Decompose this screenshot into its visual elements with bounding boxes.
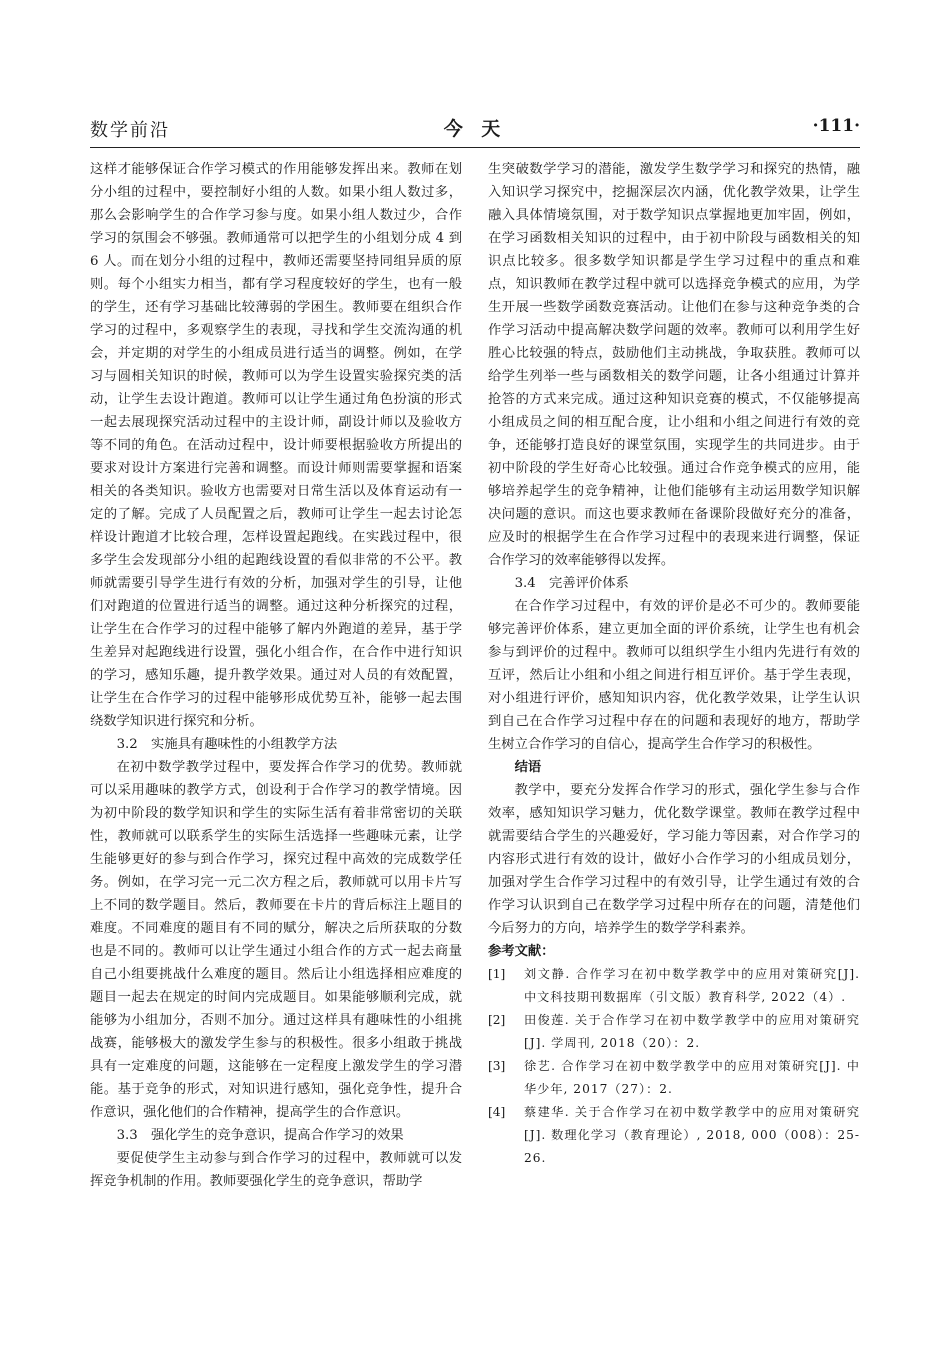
reference-text: 刘文静. 合作学习在初中数学教学中的应用对策研究[J]. 中文科技期刊数据库（引文版）教育科学, 2022（4）.: [524, 967, 860, 1004]
reference-item: [488, 1055, 860, 1101]
reference-number: [3]: [488, 1059, 506, 1073]
page-header: [90, 116, 860, 144]
reference-text: 田俊莲. 关于合作学习在初中数学教学中的应用对策研究[J]. 学周刊, 2018（20）：2.: [524, 1013, 860, 1050]
header-rule: [90, 147, 860, 148]
references-heading: 参考文献：: [488, 944, 555, 959]
reference-number: [1]: [488, 967, 506, 981]
reference-number: [2]: [488, 1013, 506, 1027]
section-title: 今 天: [443, 118, 507, 140]
reference-item: [488, 963, 860, 1009]
reference-item: [488, 1101, 860, 1170]
page-number: ·111·: [812, 116, 860, 136]
reference-number: [4]: [488, 1105, 506, 1119]
section-heading-3-3: 3.3 强化学生的竞争意识，提高合作学习的效果: [116, 1128, 404, 1143]
right-column: [488, 158, 860, 1170]
reference-text: 徐艺. 合作学习在初中数学教学中的应用对策研究[J]. 中华少年, 2017（27）：2.: [524, 1059, 860, 1096]
reference-item: [488, 1009, 860, 1055]
reference-text: 蔡建华. 关于合作学习在初中数学教学中的应用对策研究[J]. 数理化学习（教育理论）, 2018, 000（008）：25-26.: [524, 1105, 860, 1165]
reference-list: [488, 963, 860, 1170]
left-column: [90, 158, 462, 1193]
body-paragraph: 教学中，要充分发挥合作学习的形式，强化学生参与合作效率，感知知识学习魅力，优化数学课堂。教师在教学过程中就需要结合学生的兴趣爱好，学习能力等因素，对合作学习的内容形式进行有效的设计，做好小合作学习的小组成员划分，加强对学生合作学习过程中的有效引导，让学生通过有效的合作学习认识到自己在数学学习过程中所存在的问题，清楚他们今后努力的方向，培养学生的数学学科素养。: [488, 783, 860, 936]
body-paragraph: 这样才能够保证合作学习模式的作用能够发挥出来。教师在划分小组的过程中，要控制好小组的人数。如果小组人数过多，那么会影响学生的合作学习参与度。如果小组人数过少，合作学习的氛围会不够强。教师通常可以把学生的小组划分成 4 到 6 人。而在划分小组的过程中，教师还需要坚持同组异质的原则。每个小组实力相当，都有学习程度较好的学生，也有一般的学生，还有学习基础比较薄弱的学困生。教师要在组织合作学习的过程中，多观察学生的表现，寻找和学生交流沟通的机会，并定期的对学生的小组成员进行适当的调整。例如，在学习与圆相关知识的时候，教师可以为学生设置实验探究类的活动，让学生去设计跑道。教师可以让学生通过角色扮演的形式一起去展现探究活动过程中的主设计师，副设计师以及验收方等不同的角色。在活动过程中，设计师要根据验收方所提出的要求对设计方案进行完善和调整。而设计师则需要掌握和语案相关的各类知识。验收方也需要对日常生活以及体育运动有一定的了解。完成了人员配置之后，教师可让学生一起去讨论怎样设计跑道才比较合理，怎样设置起跑线。在实践过程中，很多学生会发现部分小组的起跑线设置的看似非常的不公平。教师就需要引导学生进行有效的分析，加强对学生的引导，让他们对跑道的位置进行适当的调整。通过这种分析探究的过程，让学生在合作学习的过程中能够了解内外跑道的差异，基于学生差异对起跑线进行设置，强化小组合作，在合作中进行知识的学习，感知乐趣，提升教学效果。通过对人员的有效配置，让学生在合作学习的过程中能够形成优势互补，能够一起去围绕数学知识进行探究和分析。: [90, 162, 462, 729]
body-paragraph: 要促使学生主动参与到合作学习的过程中，教师就可以发挥竞争机制的作用。教师要强化学生的竞争意识，帮助学: [90, 1151, 462, 1189]
body-paragraph: 生突破数学学习的潜能，激发学生数学学习和探究的热情，融入知识学习探究中，挖掘深层次内涵，优化教学效果，让学生融入具体情境氛围，对于数学知识点掌握地更加牢固，例如，在学习函数相关知识的过程中，由于初中阶段与函数相关的知识点比较多。很多数学知识都是学生学习过程中的重点和难点，知识教师在教学过程中就可以选择竞争模式的应用，为学生开展一些数学函数竞赛活动。让他们在参与这种竞争类的合作学习活动中提高解决数学问题的效率。教师可以利用学生好胜心比较强的特点，鼓励他们主动挑战，争取获胜。教师可以给学生列举一些与函数相关的数学问题，让各小组通过计算并抢答的方式来完成。通过这种知识竞赛的模式，不仅能够提高小组成员之间的相互配合度，让小组和小组之间进行有效的竞争，还能够打造良好的课堂氛围，实现学生的共同进步。由于初中阶段的学生好奇心比较强。通过合作竞争模式的应用，能够培养起学生的竞争精神，让他们能够有主动运用数学知识解决问题的意识。而这也要求教师在备课阶段做好充分的准备，应及时的根据学生在合作学习过程中的表现来进行调整，保证合作学习的效率能够得以发挥。: [488, 162, 860, 568]
section-heading-3-4: 3.4 完善评价体系: [514, 576, 629, 591]
section-heading-3-2: 3.2 实施具有趣味性的小组教学方法: [116, 737, 338, 752]
conclusion-heading: 结语: [514, 760, 542, 775]
body-paragraph: 在初中数学教学过程中，要发挥合作学习的优势。教师就可以采用趣味的教学方式，创设利于合作学习的教学情境。因为初中阶段的数学知识和学生的实际生活有着非常密切的关联性，教师就可以联系学生的实际生活选择一些趣味元素，让学生能够更好的参与到合作学习，探究过程中高效的完成数学任务。例如，在学习完一元二次方程之后，教师就可以用卡片写上不同的数学题目。然后，教师要在卡片的背后标注上题目的难度。不同难度的题目有不同的赋分，解决之后所获取的分数也是不同的。教师可以让学生通过小组合作的方式一起去商量自己小组要挑战什么难度的题目。然后让小组选择相应难度的题目一起去在规定的时间内完成题目。如果能够顺利完成，就能够为小组加分，否则不加分。通过这样具有趣味性的小组挑战赛，能够极大的激发学生参与的积极性。很多小组敢于挑战具有一定难度的问题，这能够在一定程度上激发学生的学习潜能。基于竞争的形式，对知识进行感知，强化竞争性，提升合作意识，强化他们的合作精神，提高学生的合作意识。: [90, 760, 462, 1120]
body-paragraph: 在合作学习过程中，有效的评价是必不可少的。教师要能够完善评价体系，建立更加全面的评价系统，让学生也有机会参与到评价的过程中。教师可以组织学生小组内先进行有效的互评，然后让小组和小组之间进行相互评价。基于学生表现，对小组进行评价，感知知识内容，优化教学效果，让学生认识到自己在合作学习过程中存在的问题和表现好的地方，帮助学生树立合作学习的自信心，提高学生合作学习的积极性。: [488, 599, 860, 752]
journal-name: 数学前沿: [90, 120, 170, 141]
